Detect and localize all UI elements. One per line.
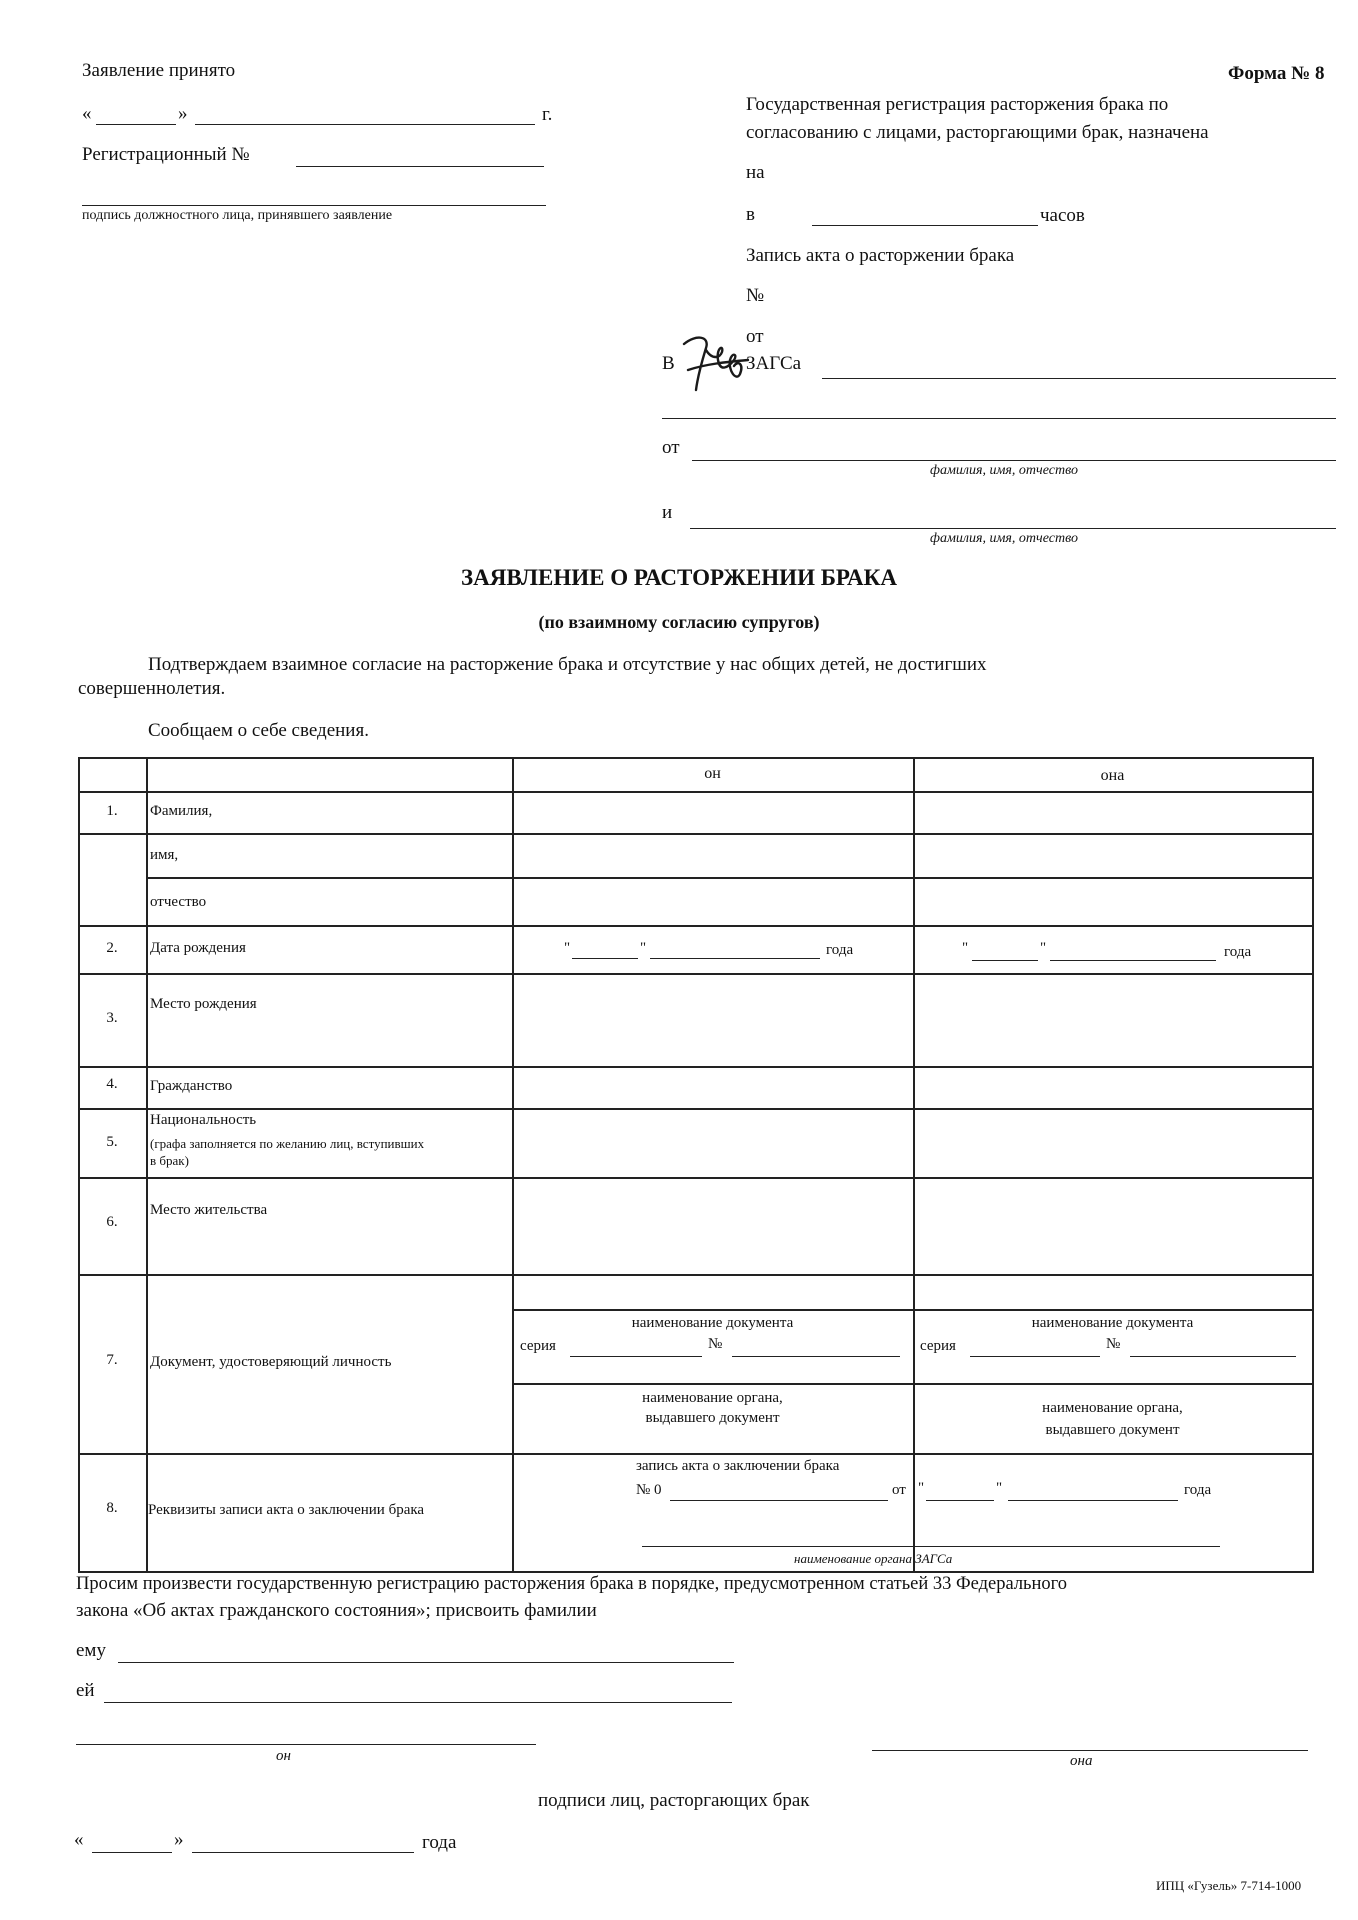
he-doc-series-field[interactable] <box>570 1356 702 1357</box>
table-col-divider-2 <box>512 757 514 1572</box>
he-year-word: года <box>826 942 854 958</box>
nationality-label: Национальность <box>150 1112 257 1128</box>
signatures-caption: подписи лиц, расторгающих брак <box>538 1790 810 1811</box>
zags-office-field-2[interactable] <box>662 418 1336 419</box>
form-number: Форма № 8 <box>1228 63 1325 84</box>
table-border-right <box>1312 757 1314 1572</box>
birth-date-label: Дата рождения <box>150 940 246 956</box>
and-person-label: и <box>662 502 673 523</box>
zags-office-field[interactable] <box>822 378 1336 379</box>
table-row-line <box>78 925 1314 927</box>
nationality-note-1: (графа заполняется по желанию лиц, вступивших <box>150 1136 425 1151</box>
she-birth-month-year-field[interactable] <box>1050 960 1216 961</box>
act-number-label: № <box>746 285 765 306</box>
spouse1-fio-field[interactable] <box>692 460 1336 461</box>
to-office-prefix: В <box>662 353 675 374</box>
column-she: она <box>1100 767 1125 784</box>
birth-place-label: Место рождения <box>150 996 257 1012</box>
marriage-record-caption: запись акта о заключении брака <box>636 1458 840 1474</box>
intro-line-1: Подтверждаем взаимное согласие на расторжение брака и отсутствие у нас общих детей, не достигших <box>148 654 987 675</box>
to-office-suffix: ЗАГСа <box>746 353 802 374</box>
official-signature-caption: подпись должностного лица, принявшего заявление <box>82 208 393 223</box>
identity-doc-label: Документ, удостоверяющий личность <box>150 1354 392 1370</box>
registration-text-1: Государственная регистрация расторжения брака по <box>746 94 1169 115</box>
official-signature-field[interactable] <box>82 205 546 206</box>
patronymic-label: отчество <box>150 894 207 910</box>
row-number: 6. <box>106 1214 118 1230</box>
footer-date-close-quote: » <box>174 1829 184 1850</box>
marriage-record-number-field[interactable] <box>670 1500 888 1501</box>
he-birth-day-field[interactable] <box>572 958 638 959</box>
from-person-label: от <box>662 437 680 458</box>
row-number: 7. <box>106 1352 118 1368</box>
he-signature-field[interactable] <box>76 1744 536 1745</box>
row-number: 1. <box>106 803 118 819</box>
table-row-line <box>146 877 1314 879</box>
document-subtitle: (по взаимному согласию супругов) <box>538 612 820 632</box>
hours-field[interactable] <box>812 225 1038 226</box>
marriage-year-word: года <box>1184 1482 1212 1498</box>
he-birth-month-year-field[interactable] <box>650 958 820 959</box>
her-new-surname-field[interactable] <box>104 1702 732 1703</box>
table-row-line <box>78 833 1314 835</box>
registration-text-2: согласованию с лицами, расторгающими брак, назначена <box>746 122 1209 143</box>
he-doc-name-caption: наименование документа <box>631 1315 794 1331</box>
row-number: 2. <box>106 940 118 956</box>
marriage-quote-open: " <box>918 1480 925 1496</box>
table-subrow-line <box>512 1383 1314 1385</box>
printer-mark: ИПЦ «Гузель» 7-714-1000 <box>1156 1878 1302 1893</box>
table-row-line <box>78 1177 1314 1179</box>
she-issuer-caption-2: выдавшего документ <box>1045 1422 1180 1438</box>
act-from-label: от <box>746 326 764 347</box>
table-col-divider-3 <box>913 757 915 1572</box>
marriage-zags-field[interactable] <box>642 1546 1220 1547</box>
date-close-quote: » <box>178 103 188 124</box>
row-number: 4. <box>106 1076 118 1092</box>
spouse1-fio-caption: фамилия, имя, отчество <box>930 463 1078 478</box>
table-subrow-line <box>512 1309 1314 1311</box>
nationality-note-2: в брак) <box>150 1153 189 1168</box>
table-row-line <box>78 1066 1314 1068</box>
him-new-surname-field[interactable] <box>118 1662 734 1663</box>
table-border-left <box>78 757 80 1572</box>
marriage-day-field[interactable] <box>926 1500 994 1501</box>
he-signature-caption: он <box>276 1748 291 1764</box>
row-number: 5. <box>106 1134 118 1150</box>
reg-number-label: Регистрационный № <box>82 144 250 165</box>
on-date-label: на <box>746 162 765 183</box>
she-signature-caption: она <box>1070 1753 1093 1769</box>
he-issuer-caption-1: наименование органа, <box>642 1390 783 1406</box>
she-year-word: года <box>1224 944 1252 960</box>
date-open-quote: « <box>82 103 92 124</box>
she-birth-day-field[interactable] <box>972 960 1038 961</box>
at-time-label: в <box>746 204 755 225</box>
handwritten-abbreviation <box>676 330 754 400</box>
citizenship-label: Гражданство <box>150 1078 233 1094</box>
she-doc-number-label: № <box>1106 1336 1121 1352</box>
request-line-1: Просим произвести государственную регистрацию расторжения брака в порядке, предусмотренном статьей 33 Федерального <box>76 1574 1068 1594</box>
request-line-2: закона «Об актах гражданского состояния»; присвоить фамилии <box>76 1600 597 1621</box>
she-doc-series-field[interactable] <box>970 1356 1100 1357</box>
accepted-day-field[interactable] <box>96 124 176 125</box>
footer-date-open-quote: « <box>74 1829 84 1850</box>
marriage-record-from-label: от <box>892 1482 906 1498</box>
table-col-divider-1 <box>146 757 148 1572</box>
he-series-label: серия <box>520 1338 556 1354</box>
zags-name-caption: наименование органа ЗАГСа <box>794 1551 953 1566</box>
she-series-label: серия <box>920 1338 956 1354</box>
table-row-line <box>78 1453 1314 1455</box>
row-number: 8. <box>106 1500 118 1516</box>
him-surname-label: ему <box>76 1640 106 1661</box>
hours-label: часов <box>1040 205 1085 226</box>
she-signature-field[interactable] <box>872 1750 1308 1751</box>
her-surname-label: ей <box>76 1680 95 1701</box>
she-doc-name-caption: наименование документа <box>1031 1315 1194 1331</box>
intro-line-2: совершеннолетия. <box>78 678 226 699</box>
she-doc-number-field[interactable] <box>1130 1356 1296 1357</box>
table-row-line <box>78 1274 1314 1276</box>
table-row-line <box>78 791 1314 793</box>
he-date-quote-open: " <box>564 940 571 956</box>
column-he: он <box>704 765 721 782</box>
he-doc-number-label: № <box>708 1336 723 1352</box>
accepted-month-field[interactable] <box>195 124 535 125</box>
act-record-label: Запись акта о расторжении брака <box>746 245 1015 266</box>
year-suffix: г. <box>542 104 553 125</box>
she-date-quote-open: " <box>962 940 969 956</box>
marriage-record-no-label: № 0 <box>636 1482 662 1498</box>
reg-number-field[interactable] <box>296 166 544 167</box>
spouse2-fio-caption: фамилия, имя, отчество <box>930 531 1078 546</box>
he-date-quote-close: " <box>640 940 647 956</box>
table-border-bottom <box>78 1571 1314 1573</box>
surname-label: Фамилия, <box>150 803 213 819</box>
footer-month-field[interactable] <box>192 1852 414 1853</box>
name-label: имя, <box>150 847 179 863</box>
he-doc-number-field[interactable] <box>732 1356 900 1357</box>
she-issuer-caption-1: наименование органа, <box>1042 1400 1183 1416</box>
table-border-top <box>78 757 1314 759</box>
accepted-label: Заявление принято <box>82 60 236 81</box>
he-issuer-caption-2: выдавшего документ <box>645 1410 780 1426</box>
document-title: ЗАЯВЛЕНИЕ О РАСТОРЖЕНИИ БРАКА <box>461 565 897 590</box>
table-row-line <box>78 1108 1314 1110</box>
footer-day-field[interactable] <box>92 1852 172 1853</box>
residence-label: Место жительства <box>150 1202 268 1218</box>
marriage-month-year-field[interactable] <box>1008 1500 1178 1501</box>
marriage-record-label: Реквизиты записи акта о заключении брака <box>148 1502 425 1518</box>
footer-year-label: года <box>422 1832 457 1853</box>
table-row-line <box>78 973 1314 975</box>
intro-line-3: Сообщаем о себе сведения. <box>148 720 369 741</box>
she-date-quote-close: " <box>1040 940 1047 956</box>
spouse2-fio-field[interactable] <box>690 528 1336 529</box>
row-number: 3. <box>106 1010 118 1026</box>
marriage-quote-close: " <box>996 1480 1003 1496</box>
